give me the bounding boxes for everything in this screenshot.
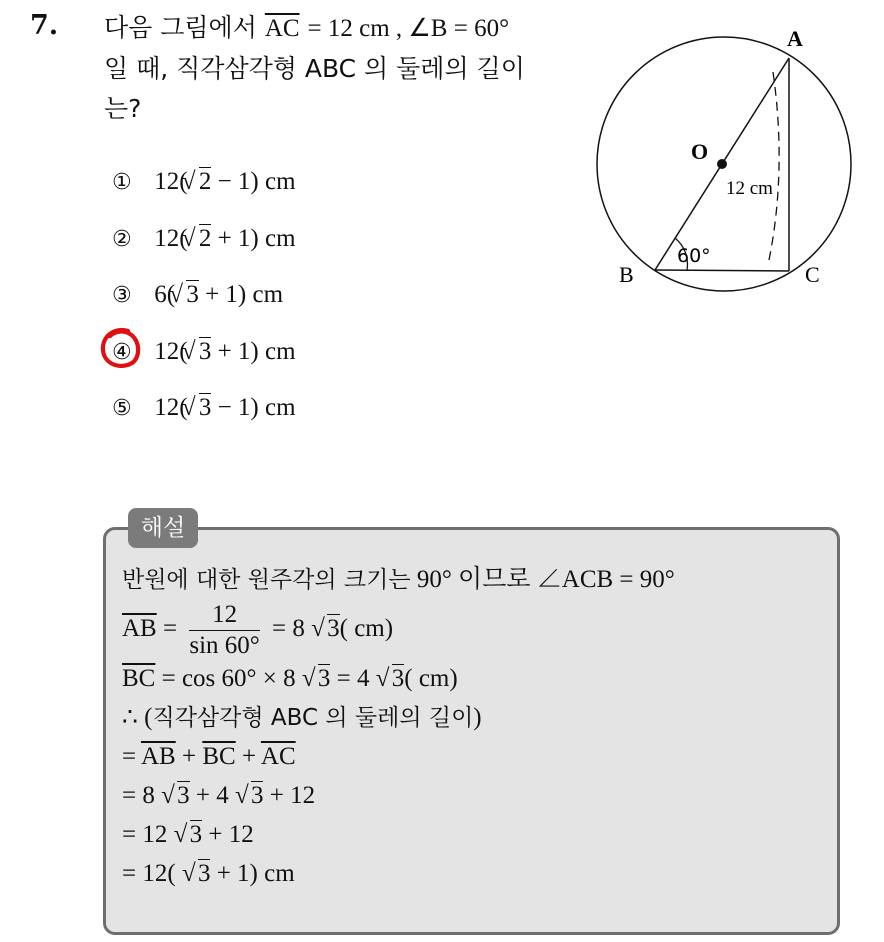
sqrt: √ 3 bbox=[182, 854, 211, 893]
solution-math: + 12 bbox=[208, 821, 254, 848]
solution-line-6 bbox=[122, 776, 675, 815]
sqrt: √ 2 bbox=[196, 160, 212, 204]
sqrt: √ 3 bbox=[196, 386, 212, 430]
label-c: C bbox=[805, 262, 820, 287]
label-angle: 60° bbox=[677, 245, 711, 267]
choice-marker: ③ bbox=[112, 283, 132, 308]
question-text bbox=[104, 8, 574, 129]
choice-marker: ⑤ bbox=[112, 396, 132, 421]
plus-sign: + bbox=[181, 743, 197, 770]
sqrt: √ 3 bbox=[376, 659, 405, 698]
segment-ab: $\overline{AB}$ bbox=[122, 615, 157, 642]
equals-sign: = bbox=[162, 615, 178, 642]
sqrt: √ 3 bbox=[183, 273, 199, 317]
solution-math: = 12( bbox=[122, 860, 176, 887]
choice-2[interactable] bbox=[112, 217, 296, 274]
sqrt: √ 3 bbox=[235, 776, 264, 815]
answer-circle-mark bbox=[98, 326, 144, 372]
solution-content bbox=[122, 560, 675, 893]
question-text-part1: 다음 그림에서 bbox=[104, 13, 257, 42]
answer-choices bbox=[112, 160, 296, 443]
question-line-1 bbox=[104, 8, 574, 49]
choice-1[interactable] bbox=[112, 160, 296, 217]
fraction bbox=[189, 600, 259, 661]
solution-text: 직각삼각형 ABC 의 둘레의 길이 bbox=[152, 705, 474, 731]
solution-text: 반원에 대한 원주각의 크기는 bbox=[122, 567, 411, 593]
question-line-3: 는? bbox=[104, 94, 142, 123]
sqrt: √ 3 bbox=[311, 599, 340, 659]
fraction-denominator: sin 60° bbox=[189, 631, 260, 659]
choice-text-pre: 6( bbox=[154, 281, 176, 308]
solution-line-4 bbox=[122, 698, 675, 737]
side-bc bbox=[655, 270, 789, 271]
solution-math: + 1) cm bbox=[216, 860, 295, 887]
solution-line-7 bbox=[122, 815, 675, 854]
choice-text-post: − 1) cm bbox=[217, 168, 296, 195]
choice-marker: ① bbox=[112, 170, 132, 195]
solution-line-8 bbox=[122, 854, 675, 893]
sqrt: √ 3 bbox=[196, 330, 212, 374]
solution-math: ∴ ( bbox=[122, 704, 153, 731]
choice-text-pre: 12( bbox=[154, 224, 188, 252]
label-length: 12 cm bbox=[726, 178, 773, 199]
question-line-2: 일 때, 직각삼각형 ABC 의 둘레의 길이 bbox=[104, 54, 525, 83]
segment-ab: $\overline{AB}$ bbox=[140, 743, 176, 770]
solution-line-1 bbox=[122, 560, 675, 599]
choice-text-pre: 12( bbox=[154, 168, 188, 195]
choice-text-post: + 1) cm bbox=[205, 281, 284, 308]
choice-5[interactable] bbox=[112, 386, 296, 443]
solution-math: + 12 bbox=[269, 782, 316, 809]
segment-bc: $\overline{BC}$ bbox=[122, 665, 156, 692]
solution-tag: 해설 bbox=[128, 508, 198, 548]
center-point bbox=[717, 159, 727, 169]
sqrt: √ 3 bbox=[161, 776, 190, 815]
sqrt: √ 2 bbox=[196, 217, 212, 261]
choice-text-pre: 12( bbox=[154, 394, 188, 421]
choice-marker: ② bbox=[112, 226, 132, 252]
choice-text-post: − 1) cm bbox=[217, 394, 296, 421]
solution-math: = 12 bbox=[122, 821, 168, 848]
solution-line-3 bbox=[122, 659, 675, 698]
plus-sign: + bbox=[241, 743, 257, 770]
choice-3[interactable] bbox=[112, 273, 296, 330]
choice-text-pre: 12( bbox=[154, 337, 188, 365]
solution-math: ( cm) bbox=[339, 615, 394, 642]
choice-text-post: + 1) cm bbox=[217, 337, 296, 365]
solution-line-5 bbox=[122, 737, 675, 776]
label-a: A bbox=[787, 26, 803, 51]
solution-math: ( cm) bbox=[404, 665, 458, 692]
choice-text-post: + 1) cm bbox=[217, 224, 296, 252]
choice-marker: ④ bbox=[112, 339, 132, 365]
sqrt: √ 3 bbox=[302, 659, 331, 698]
solution-math: = cos 60° × 8 bbox=[161, 665, 296, 692]
fraction-numerator: 12 bbox=[189, 600, 259, 631]
question-text-part2: = 12 cm , ∠B = 60° bbox=[307, 15, 510, 42]
sqrt: √ 3 bbox=[174, 815, 203, 854]
segment-ac: $\overline{AC}$ bbox=[260, 743, 296, 770]
solution-line-2 bbox=[122, 599, 675, 659]
segment-bc: $\overline{BC}$ bbox=[202, 743, 236, 770]
equals-sign: = bbox=[122, 743, 137, 770]
length-brace bbox=[769, 72, 779, 260]
solution-math: 90° 이므로 ∠ACB = 90° bbox=[416, 566, 675, 593]
question-number: 7. bbox=[30, 10, 59, 41]
solution-math: = 8 bbox=[122, 782, 155, 809]
solution-math: ) bbox=[473, 704, 482, 731]
label-b: B bbox=[619, 262, 634, 287]
circle-triangle-diagram bbox=[585, 20, 865, 300]
solution-math: = 4 bbox=[336, 665, 370, 692]
solution-math: = 8 bbox=[272, 615, 305, 642]
choice-4[interactable] bbox=[112, 330, 296, 387]
solution-math: + 4 bbox=[195, 782, 229, 809]
segment-ac: $\overline{AC}$ bbox=[264, 15, 300, 42]
label-o: O bbox=[691, 139, 709, 164]
